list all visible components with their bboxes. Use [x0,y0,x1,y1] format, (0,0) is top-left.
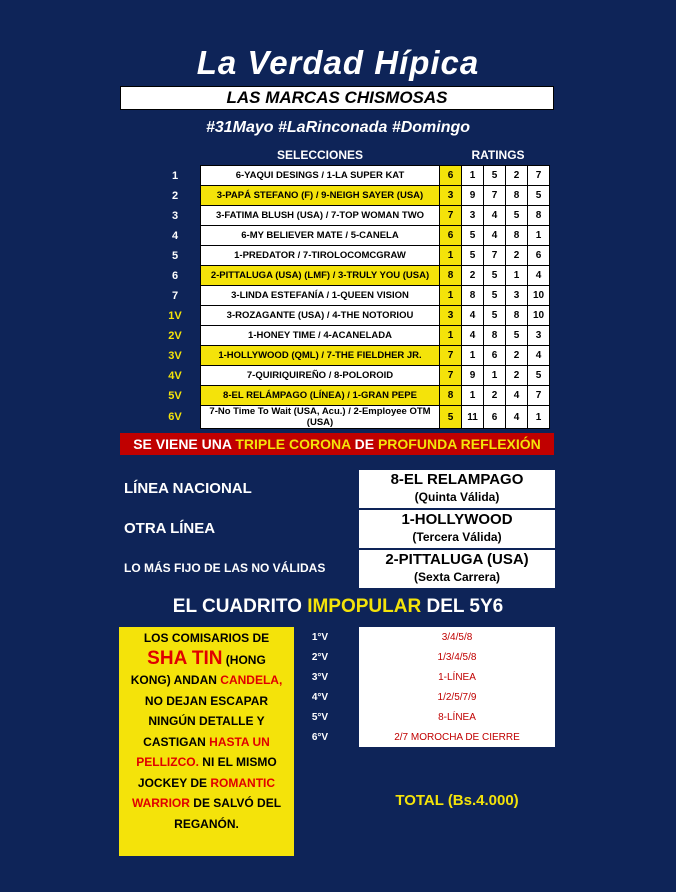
selection-cell: 2-PITTALUGA (USA) (LMF) / 3-TRULY YOU (USA) [201,266,440,286]
rating-cell: 4 [484,206,506,226]
selection-row [150,346,550,366]
selection-cell: 3-PAPÁ STEFANO (F) / 9-NEIGH SAYER (USA) [201,186,440,206]
rating-cell: 8 [484,326,506,346]
rating-cell: 7 [528,386,550,406]
banner-text-2: TRIPLE CORONA [235,436,351,452]
rating-cell: 8 [506,226,528,246]
rating-cell: 5 [440,406,462,429]
rating-cell: 4 [506,406,528,429]
cuadrito-box [359,627,555,747]
selection-row [150,326,550,346]
cuadrito-race-label: 6°V [311,732,329,743]
race-number: 5 [171,249,179,262]
rating-cell: 10 [528,286,550,306]
rating-cell: 1 [506,266,528,286]
rating-cell: 1 [440,246,462,266]
selecciones-header: SELECCIONES [276,148,363,162]
pick-name: 2-PITTALUGA (USA) [385,551,529,568]
cuadrito-race-label: 3°V [311,672,329,683]
selection-row [150,306,550,326]
selection-cell: 3-LINDA ESTEFANÍA / 1-QUEEN VISION [201,286,440,306]
note-line [119,752,294,773]
race-number: 2V [168,329,182,342]
rating-cell: 4 [462,306,484,326]
note-highlight: ROMANTIC [210,775,276,790]
selection-cell: 3-FATIMA BLUSH (USA) / 7-TOP WOMAN TWO [201,206,440,226]
rating-cell: 6 [528,246,550,266]
selection-row [150,286,550,306]
rating-cell: 3 [440,306,462,326]
rating-cell: 1 [462,346,484,366]
note-line [119,773,294,794]
page-title: La Verdad Hípica [196,44,480,81]
pick-name: 1-HOLLYWOOD [401,511,513,528]
rating-cell: 4 [484,226,506,246]
rating-cell: 10 [528,306,550,326]
note-line [119,732,294,753]
cuadrito-value: 1/3/4/5/8 [437,652,477,663]
rating-cell: 2 [484,386,506,406]
rating-cell: 2 [506,166,528,186]
pick-label-linea-nacional: LÍNEA NACIONAL [124,480,252,497]
rating-cell: 3 [506,286,528,306]
note-text: DE SALVÓ DEL [189,796,282,810]
pick-label-otra-linea: OTRA LÍNEA [124,520,216,537]
selection-cell: 6-YAQUI DESINGS / 1-LA SUPER KAT [201,166,440,186]
rating-cell: 5 [528,366,550,386]
rating-cell: 5 [506,206,528,226]
note-line: LOS COMISARIOS DE [143,631,270,645]
note-line: REGANÓN. [174,816,239,831]
rating-cell: 1 [484,366,506,386]
note-line: NINGÚN DETALLE Y [148,714,265,728]
cuadrito-heading [0,596,676,618]
race-number: 1 [171,169,179,182]
rating-cell: 5 [528,186,550,206]
note-highlight: CANDELA, [220,673,283,687]
cuadrito-heading-2: IMPOPULAR [307,596,422,617]
race-number: 3V [168,349,182,362]
rating-cell: 5 [506,326,528,346]
cuadrito-race-label: 1°V [311,632,329,643]
cuadrito-value: 1-LÍNEA [438,672,476,683]
rating-cell: 8 [440,266,462,286]
rating-cell: 7 [528,166,550,186]
rating-cell: 4 [462,326,484,346]
race-number: 5V [168,389,182,402]
note-text: CASTIGAN [143,734,210,749]
selections-table [150,165,550,429]
rating-cell: 9 [462,366,484,386]
rating-cell: 7 [440,346,462,366]
rating-cell: 4 [528,346,550,366]
note-highlight: PELLIZCO. [136,755,199,769]
rating-cell: 3 [528,326,550,346]
rating-cell: 5 [484,266,506,286]
selection-row [150,206,550,226]
rating-cell: 1 [528,406,550,429]
rating-cell: 7 [440,206,462,226]
rating-cell: 8 [528,206,550,226]
rating-cell: 7 [440,366,462,386]
note-text: KONG) ANDAN [130,673,221,687]
cuadrito-total: TOTAL (Bs.4.000) [395,792,519,809]
selection-row [150,366,550,386]
ratings-header: RATINGS [471,148,525,162]
note-highlight: HASTA UN [209,734,270,749]
rating-cell: 2 [506,346,528,366]
note-line [119,649,294,671]
cuadrito-value: 8-LÍNEA [438,712,476,723]
banner-text-4: PROFUNDA REFLEXIÓN [377,436,541,452]
note-text: NI EL MISMO [198,755,277,769]
rating-cell: 8 [506,186,528,206]
note-highlight: SHA TIN [147,647,223,669]
cuadrito-value: 1/2/5/7/9 [437,692,477,703]
subtitle: LAS MARCAS CHISMOSAS [120,86,554,110]
selection-cell: 7-No Time To Wait (USA, Acu.) / 2-Employee OTM (USA) [201,406,440,429]
pick-detail: (Quinta Válida) [414,490,500,504]
triple-corona-banner [120,433,554,455]
rating-cell: 5 [484,166,506,186]
rating-cell: 8 [440,386,462,406]
rating-cell: 1 [528,226,550,246]
selection-row [150,246,550,266]
rating-cell: 7 [484,186,506,206]
pick-name: 8-EL RELAMPAGO [390,471,524,488]
rating-cell: 5 [462,246,484,266]
rating-cell: 6 [440,226,462,246]
rating-cell: 4 [506,386,528,406]
race-number: 6V [168,411,182,423]
selection-row [150,186,550,206]
selection-row [150,386,550,406]
selection-row [150,406,550,429]
race-number: 2 [171,189,179,202]
rating-cell: 11 [462,406,484,429]
hashtags: #31Mayo #LaRinconada #Domingo [205,119,471,136]
note-text: JOCKEY DE [137,775,211,790]
rating-cell: 2 [506,366,528,386]
race-number: 3 [171,209,179,222]
selection-cell: 8-EL RELÁMPAGO (LÍNEA) / 1-GRAN PEPE [201,386,440,406]
cuadrito-value: 2/7 MOROCHA DE CIERRE [394,732,520,743]
race-number: 4V [168,369,182,382]
rating-cell: 2 [462,266,484,286]
rating-cell: 2 [506,246,528,266]
rating-cell: 7 [484,246,506,266]
rating-cell: 6 [440,166,462,186]
banner-text-1: SE VIENE UNA [133,436,236,452]
pick-box-linea-nacional [359,470,555,508]
rating-cell: 3 [462,206,484,226]
selection-row [150,266,550,286]
rating-cell: 1 [462,386,484,406]
pick-detail: (Tercera Válida) [412,530,502,544]
cuadrito-heading-3: DEL 5Y6 [421,596,504,617]
comisarios-note [119,627,294,856]
rating-cell: 9 [462,186,484,206]
cuadrito-race-label: 2°V [311,652,329,663]
selection-cell: 1-HOLLYWOOD (QML) / 7-THE FIELDHER JR. [201,346,440,366]
pick-label-mas-fijo: LO MÁS FIJO DE LAS NO VÁLIDAS [124,561,326,575]
rating-cell: 1 [462,166,484,186]
note-text: (HONG [222,652,266,667]
note-highlight: WARRIOR [131,796,190,810]
race-number: 6 [171,269,179,282]
cuadrito-value: 3/4/5/8 [441,632,473,643]
rating-cell: 8 [506,306,528,326]
note-line: NO DEJAN ESCAPAR [144,693,269,708]
pick-box-otra-linea [359,510,555,548]
rating-cell: 5 [484,306,506,326]
selection-row [150,166,550,186]
selection-cell: 7-QUIRIQUIREÑO / 8-POLOROID [201,366,440,386]
note-line [119,793,294,814]
rating-cell: 1 [440,286,462,306]
rating-cell: 1 [440,326,462,346]
pick-detail: (Sexta Carrera) [413,570,501,584]
selection-row [150,226,550,246]
race-number: 1V [168,309,182,322]
selection-cell: 3-ROZAGANTE (USA) / 4-THE NOTORIOU [201,306,440,326]
rating-cell: 6 [484,406,506,429]
rating-cell: 8 [462,286,484,306]
rating-cell: 3 [440,186,462,206]
race-number: 7 [171,289,179,302]
selection-cell: 6-MY BELIEVER MATE / 5-CANELA [201,226,440,246]
selection-cell: 1-HONEY TIME / 4-ACANELADA [201,326,440,346]
cuadrito-heading-1: EL CUADRITO [172,596,308,617]
rating-cell: 6 [484,346,506,366]
rating-cell: 4 [528,266,550,286]
banner-text-3: DE [350,436,378,452]
rating-cell: 5 [462,226,484,246]
note-line [119,670,294,691]
rating-cell: 5 [484,286,506,306]
pick-box-mas-fijo [359,550,555,588]
cuadrito-race-label: 4°V [311,692,329,703]
race-number: 4 [171,229,179,242]
selection-cell: 1-PREDATOR / 7-TIROLOCOMCGRAW [201,246,440,266]
cuadrito-race-label: 5°V [311,712,329,723]
